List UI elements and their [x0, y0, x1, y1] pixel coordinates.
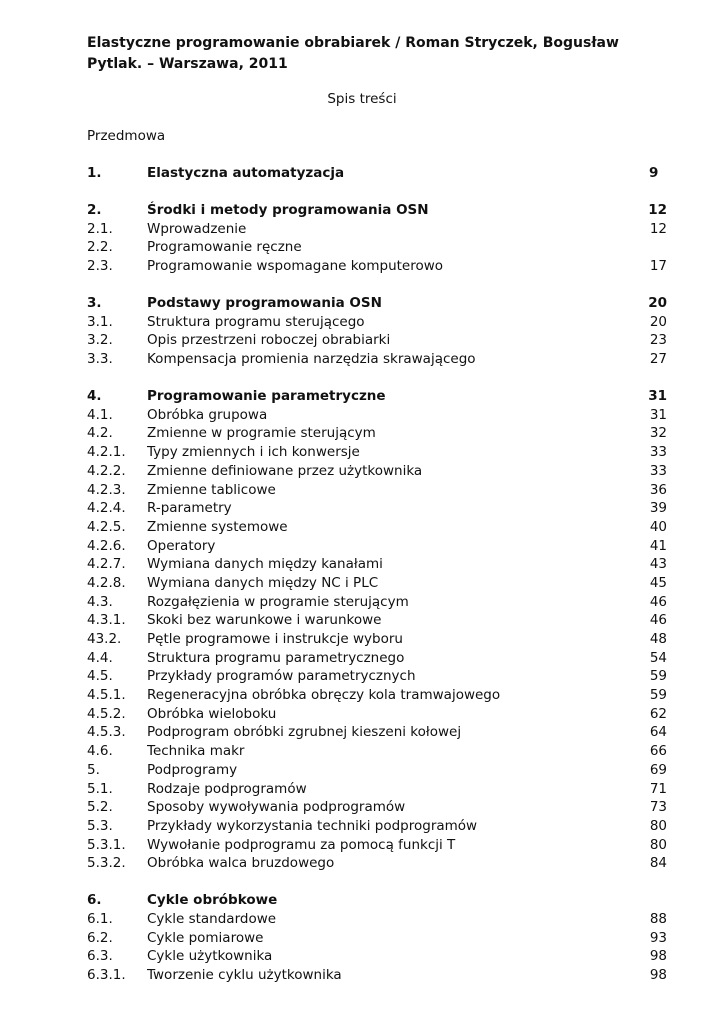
toc-page-number: 33 — [649, 444, 667, 461]
toc-section-title: Skoki bez warunkowe i warunkowe — [147, 612, 382, 629]
toc-section-number: 6.2. — [87, 929, 113, 946]
toc-row — [87, 686, 667, 705]
toc-section-number: 4.2.7. — [87, 556, 126, 573]
toc-page-number: 98 — [649, 948, 667, 965]
toc-page-number: 20 — [648, 295, 667, 312]
toc-section-number: 2.1. — [87, 220, 113, 237]
toc-page-number: 43 — [649, 556, 667, 573]
toc-section-number: 4. — [87, 388, 102, 405]
toc-section-title: Obróbka wieloboku — [147, 705, 277, 722]
toc-page-number: 71 — [649, 780, 667, 797]
toc-section-number: 6.3.1. — [87, 967, 126, 983]
toc-row — [87, 406, 667, 425]
table-of-contents — [87, 164, 667, 985]
toc-page-number: 73 — [649, 799, 667, 816]
toc-page-number: 80 — [649, 836, 667, 853]
toc-section-title: Elastyczna automatyzacja — [147, 165, 345, 181]
toc-section-title: Typy zmiennych i ich konwersje — [147, 444, 360, 461]
toc-section-title: Zmienne systemowe — [147, 518, 288, 535]
toc-section-number: 4.5.1. — [87, 687, 126, 704]
toc-section-title: Tworzenie cyklu użytkownika — [147, 967, 342, 983]
toc-page-number: 32 — [649, 425, 667, 442]
toc-section-title: Pętle programowe i instrukcje wyboru — [147, 631, 403, 648]
toc-section-number: 5.3.1. — [87, 836, 126, 853]
toc-section-number: 43.2. — [87, 631, 122, 648]
toc-section-number: 4.2.5. — [87, 518, 126, 535]
toc-section-number: 4.6. — [87, 743, 113, 760]
toc-row — [87, 518, 667, 537]
toc-page-number: 31 — [648, 388, 667, 405]
toc-section-title: Podprogram obróbki zgrubnej kieszeni kołowej — [147, 724, 462, 741]
toc-section-number: 4.2.6. — [87, 537, 126, 554]
toc-page-number: 88 — [649, 910, 667, 927]
toc-chapter-row — [87, 387, 667, 406]
toc-page-number: 46 — [649, 612, 667, 629]
toc-row — [87, 481, 667, 500]
toc-row — [87, 742, 667, 761]
toc-section-number: 4.2.3. — [87, 481, 126, 498]
toc-section-title: Zmienne tablicowe — [147, 481, 276, 498]
toc-row — [87, 443, 667, 462]
toc-row — [87, 499, 667, 518]
toc-section-title: Obróbka grupowa — [147, 406, 268, 423]
toc-row — [87, 350, 667, 369]
toc-section-title: Wymiana danych między kanałami — [147, 556, 383, 573]
toc-section-title: Środki i metody programowania OSN — [147, 201, 429, 218]
toc-section-title: Struktura programu sterującego — [147, 313, 365, 330]
book-title: Elastyczne programowanie obrabiarek / Roman Stryczek, Bogusław Pytlak. – Warszawa, 2011 — [87, 35, 619, 72]
toc-section-title: Cykle pomiarowe — [147, 929, 264, 946]
toc-section-number: 2.2. — [87, 239, 113, 256]
toc-row — [87, 929, 667, 948]
toc-section-title: Przykłady wykorzystania techniki podprogramów — [147, 817, 478, 834]
toc-row — [87, 947, 667, 966]
toc-page-number: 31 — [649, 406, 667, 423]
toc-page-number: 93 — [649, 929, 667, 946]
toc-section-title: Podprogramy — [147, 761, 238, 778]
toc-row — [87, 574, 667, 593]
toc-section-number: 2.3. — [87, 258, 113, 275]
toc-section-title: Regeneracyjna obróbka obręczy kola tramwajowego — [147, 687, 501, 704]
toc-row — [87, 630, 667, 649]
toc-section-number: 5.2. — [87, 799, 113, 816]
toc-section-number: 4.2. — [87, 425, 113, 442]
toc-page-number: 39 — [649, 500, 667, 517]
toc-page-number: 17 — [649, 258, 667, 275]
toc-row — [87, 238, 667, 257]
toc-page-number: 48 — [649, 631, 667, 648]
toc-page-number: 33 — [649, 462, 667, 479]
toc-chapter-row — [87, 164, 667, 183]
toc-section-number: 4.2.1. — [87, 444, 126, 461]
toc-page-number: 20 — [649, 313, 667, 330]
toc-row — [87, 966, 667, 985]
toc-section-number: 4.3. — [87, 593, 113, 610]
toc-section-title: Programowanie ręczne — [147, 239, 302, 256]
toc-section-number: 5.3.2. — [87, 855, 126, 872]
toc-section-title: Podstawy programowania OSN — [147, 295, 382, 312]
toc-section-title: Wprowadzenie — [147, 220, 247, 237]
toc-section-title: Programowanie wspomagane komputerowo — [147, 258, 444, 275]
toc-row — [87, 555, 667, 574]
toc-page-number: 46 — [649, 593, 667, 610]
toc-row — [87, 537, 667, 556]
toc-row — [87, 331, 667, 350]
toc-row — [87, 462, 667, 481]
toc-section-title: Struktura programu parametrycznego — [147, 649, 405, 666]
toc-page-number: 66 — [649, 743, 667, 760]
toc-page-number: 12 — [648, 201, 667, 218]
toc-section-title: Wymiana danych między NC i PLC — [147, 574, 379, 591]
toc-page-number: 12 — [649, 220, 667, 237]
toc-section-number: 5.3. — [87, 817, 113, 834]
toc-section-number: 5.1. — [87, 780, 113, 797]
toc-section-number: 6.1. — [87, 910, 113, 927]
toc-row — [87, 649, 667, 668]
toc-section-number: 3.3. — [87, 351, 113, 368]
toc-row — [87, 424, 667, 443]
toc-heading: Spis treści — [327, 91, 397, 107]
toc-section-title: Wywołanie podprogramu za pomocą funkcji T — [147, 836, 456, 853]
toc-section-number: 4.5. — [87, 668, 113, 685]
toc-section-number: 4.2.4. — [87, 500, 126, 517]
toc-row — [87, 780, 667, 799]
toc-row — [87, 593, 667, 612]
toc-chapter-row — [87, 891, 667, 910]
toc-page-number: 27 — [649, 351, 667, 368]
toc-section-number: 3. — [87, 295, 102, 312]
toc-page-number: 98 — [649, 967, 667, 983]
toc-section-number: 3.2. — [87, 332, 113, 349]
toc-section-number: 6.3. — [87, 948, 113, 965]
toc-row — [87, 705, 667, 724]
toc-page-number: 64 — [649, 724, 667, 741]
toc-section-title: Programowanie parametryczne — [147, 388, 386, 405]
toc-row — [87, 836, 667, 855]
toc-page-number: 84 — [649, 855, 667, 872]
toc-page-number: 36 — [649, 481, 667, 498]
toc-section-title: Cykle obróbkowe — [147, 892, 278, 909]
toc-row — [87, 667, 667, 686]
toc-section-number: 4.2.8. — [87, 574, 126, 591]
toc-row — [87, 817, 667, 836]
toc-section-title: Cykle standardowe — [147, 910, 277, 927]
toc-page-number: 62 — [649, 705, 667, 722]
toc-row — [87, 798, 667, 817]
toc-section-number: 4.2.2. — [87, 462, 126, 479]
toc-section-number: 4.5.3. — [87, 724, 126, 741]
toc-section-number: 5. — [87, 761, 100, 778]
toc-section-title: Sposoby wywoływania podprogramów — [147, 799, 406, 816]
toc-section-number: 4.5.2. — [87, 705, 126, 722]
toc-page-number: 69 — [649, 761, 667, 778]
toc-page-number: 54 — [649, 649, 667, 666]
toc-page-number: 59 — [649, 687, 667, 704]
toc-section-number: 4.1. — [87, 406, 113, 423]
toc-row — [87, 723, 667, 742]
toc-page-number: 45 — [649, 574, 667, 591]
toc-section-number: 3.1. — [87, 313, 113, 330]
toc-section-title: Obróbka walca bruzdowego — [147, 855, 335, 872]
toc-section-number: 2. — [87, 201, 102, 218]
toc-section-title: Technika makr — [147, 743, 245, 760]
toc-section-title: Kompensacja promienia narzędzia skrawającego — [147, 351, 476, 368]
preface-entry: Przedmowa — [87, 128, 166, 144]
toc-section-title: Zmienne w programie sterującym — [147, 425, 376, 442]
toc-page-number: 9 — [649, 165, 659, 181]
toc-section-title: Przykłady programów parametrycznych — [147, 668, 416, 685]
toc-row — [87, 611, 667, 630]
toc-page-number: 40 — [649, 518, 667, 535]
toc-section-title: Cykle użytkownika — [147, 948, 273, 965]
toc-row — [87, 854, 667, 873]
toc-section-title: Rodzaje podprogramów — [147, 780, 307, 797]
toc-row — [87, 313, 667, 332]
toc-chapter-row — [87, 294, 667, 313]
toc-section-number: 4.3.1. — [87, 612, 126, 629]
toc-section-number: 6. — [87, 892, 102, 909]
toc-section-number: 1. — [87, 165, 102, 181]
toc-section-title: Operatory — [147, 537, 216, 554]
toc-page-number: 23 — [649, 332, 667, 349]
toc-page-number: 80 — [649, 817, 667, 834]
toc-section-title: Zmienne definiowane przez użytkownika — [147, 462, 423, 479]
toc-page-number: 41 — [649, 537, 667, 554]
toc-section-title: R-parametry — [147, 500, 232, 517]
toc-section-title: Rozgałęzienia w programie sterującym — [147, 593, 409, 610]
toc-row — [87, 257, 667, 276]
toc-row — [87, 220, 667, 239]
toc-row — [87, 910, 667, 929]
toc-chapter-row — [87, 201, 667, 220]
toc-page-number: 59 — [649, 668, 667, 685]
toc-section-title: Opis przestrzeni roboczej obrabiarki — [147, 332, 391, 349]
toc-row — [87, 761, 667, 780]
toc-section-number: 4.4. — [87, 649, 113, 666]
